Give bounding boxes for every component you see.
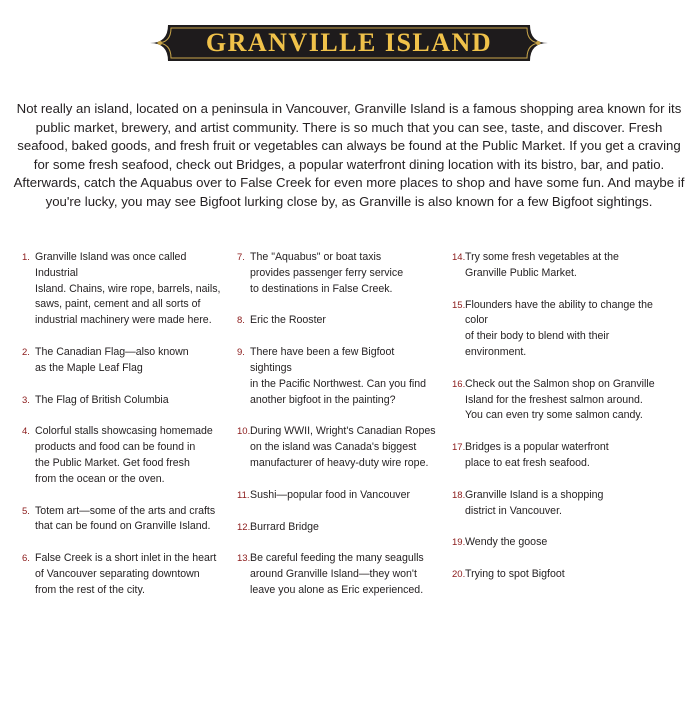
- legend-column-2: [237, 250, 437, 615]
- legend-item: [237, 313, 437, 329]
- item-text: Flounders have the ability to change the color of their body to blend with their environment.: [465, 298, 653, 358]
- item-text: Bridges is a popular waterfront place to eat fresh seafood.: [465, 441, 609, 469]
- legend-item: [22, 345, 222, 377]
- item-text: Sushi—popular food in Vancouver: [250, 488, 410, 501]
- item-number: 20.: [452, 569, 466, 581]
- legend-item: [452, 535, 672, 551]
- legend-item: [237, 424, 437, 471]
- item-text: False Creek is a short inlet in the heart of Vancouver separating downtown from the rest of the city.: [35, 552, 217, 596]
- legend-item: [452, 298, 672, 361]
- legend-item: [22, 393, 222, 409]
- item-text: The "Aquabus" or boat taxis provides passenger ferry service to destinations in False Creek.: [250, 251, 404, 295]
- legend-item: [237, 250, 437, 297]
- legend-item: [452, 250, 672, 282]
- item-text: Burrard Bridge: [250, 520, 319, 533]
- intro-paragraph: Not really an island, located on a peninsula in Vancouver, Granville Island is a famous shopping area known for its public market, brewery, and artist community. There is so much that you can see, taste, and discover. Fresh seafood, baked goods, and fresh fruit or vegetables can always be found at the Public Market. If you get a craving for some fresh seafood, check out Bridges, a popular waterfront dining location with its bistro, bar, and patio. Afterwards, catch the Aquabus over to False Creek for even more places to shop and have some fun. And maybe if you're lucky, you may see Bigfoot lurking close by, as Granville is also known for a few Bigfoot sightings.: [13, 101, 685, 209]
- item-number: 17.: [452, 442, 466, 454]
- legend-item: [237, 345, 437, 408]
- item-text: Be careful feeding the many seagulls around Granville Island—they won't leave you alone as Eric experienced.: [250, 552, 424, 596]
- item-number: 3.: [22, 394, 30, 406]
- item-number: 5.: [22, 505, 30, 517]
- item-text: During WWII, Wright's Canadian Ropes on the island was Canada's biggest manufacturer of heavy-duty wire rope.: [250, 425, 436, 469]
- item-text: Check out the Salmon shop on Granville Island for the freshest salmon around. You can even try some salmon candy.: [465, 377, 655, 422]
- item-number: 14.: [452, 252, 466, 263]
- legend-item: [452, 488, 672, 520]
- item-number: 19.: [452, 537, 466, 549]
- item-text: The Canadian Flag—also known as the Maple Leaf Flag: [35, 345, 189, 374]
- legend-item: [237, 488, 437, 504]
- item-text: Trying to spot Bigfoot: [465, 568, 565, 581]
- item-text: Eric the Rooster: [250, 314, 326, 327]
- page-title: GRANVILLE ISLAND: [205, 28, 493, 57]
- title-banner: [0, 22, 698, 64]
- item-number: 15.: [452, 299, 466, 311]
- legend-item: [452, 377, 672, 424]
- legend-item: [22, 551, 222, 598]
- legend-item: [452, 440, 672, 472]
- item-text: Wendy the goose: [465, 536, 548, 549]
- item-number: 7.: [237, 252, 245, 263]
- item-text: Granville Island was once called Industrial Island. Chains, wire rope, barrels, nails, saws, paint, cement and all sorts of industrial machinery were made here.: [35, 251, 221, 327]
- item-text: Totem art—some of the arts and crafts that can be found on Granville Island.: [35, 504, 216, 533]
- legend-item: [237, 520, 437, 536]
- item-text: There have been a few Bigfoot sightings in the Pacific Northwest. Can you find another bigfoot in the painting?: [250, 346, 427, 406]
- item-number: 12.: [237, 521, 251, 533]
- item-number: 16.: [452, 378, 466, 390]
- item-text: Colorful stalls showcasing homemade products and food can be found in the Public Market. Get food fresh from the ocean or the oven.: [35, 425, 213, 485]
- item-number: 1.: [22, 252, 30, 263]
- item-text: Try some fresh vegetables at the Granville Public Market.: [465, 251, 619, 279]
- item-text: The Flag of British Columbia: [35, 393, 169, 406]
- item-number: 13.: [237, 553, 251, 565]
- legend-item: [22, 250, 222, 329]
- legend-item: [237, 551, 437, 598]
- item-number: 8.: [237, 315, 245, 327]
- legend-item: [22, 424, 222, 487]
- legend-column-1: [22, 250, 222, 615]
- item-number: 9.: [237, 347, 245, 359]
- item-text: Granville Island is a shopping district in Vancouver.: [465, 488, 604, 517]
- item-number: 6.: [22, 553, 30, 565]
- item-number: 11.: [237, 489, 250, 501]
- legend-item: [452, 567, 672, 583]
- item-number: 2.: [22, 346, 30, 358]
- item-number: 18.: [452, 489, 466, 501]
- item-number: 10.: [237, 426, 251, 438]
- legend-item: [22, 504, 222, 536]
- legend-column-3: [452, 250, 672, 599]
- item-number: 4.: [22, 426, 30, 438]
